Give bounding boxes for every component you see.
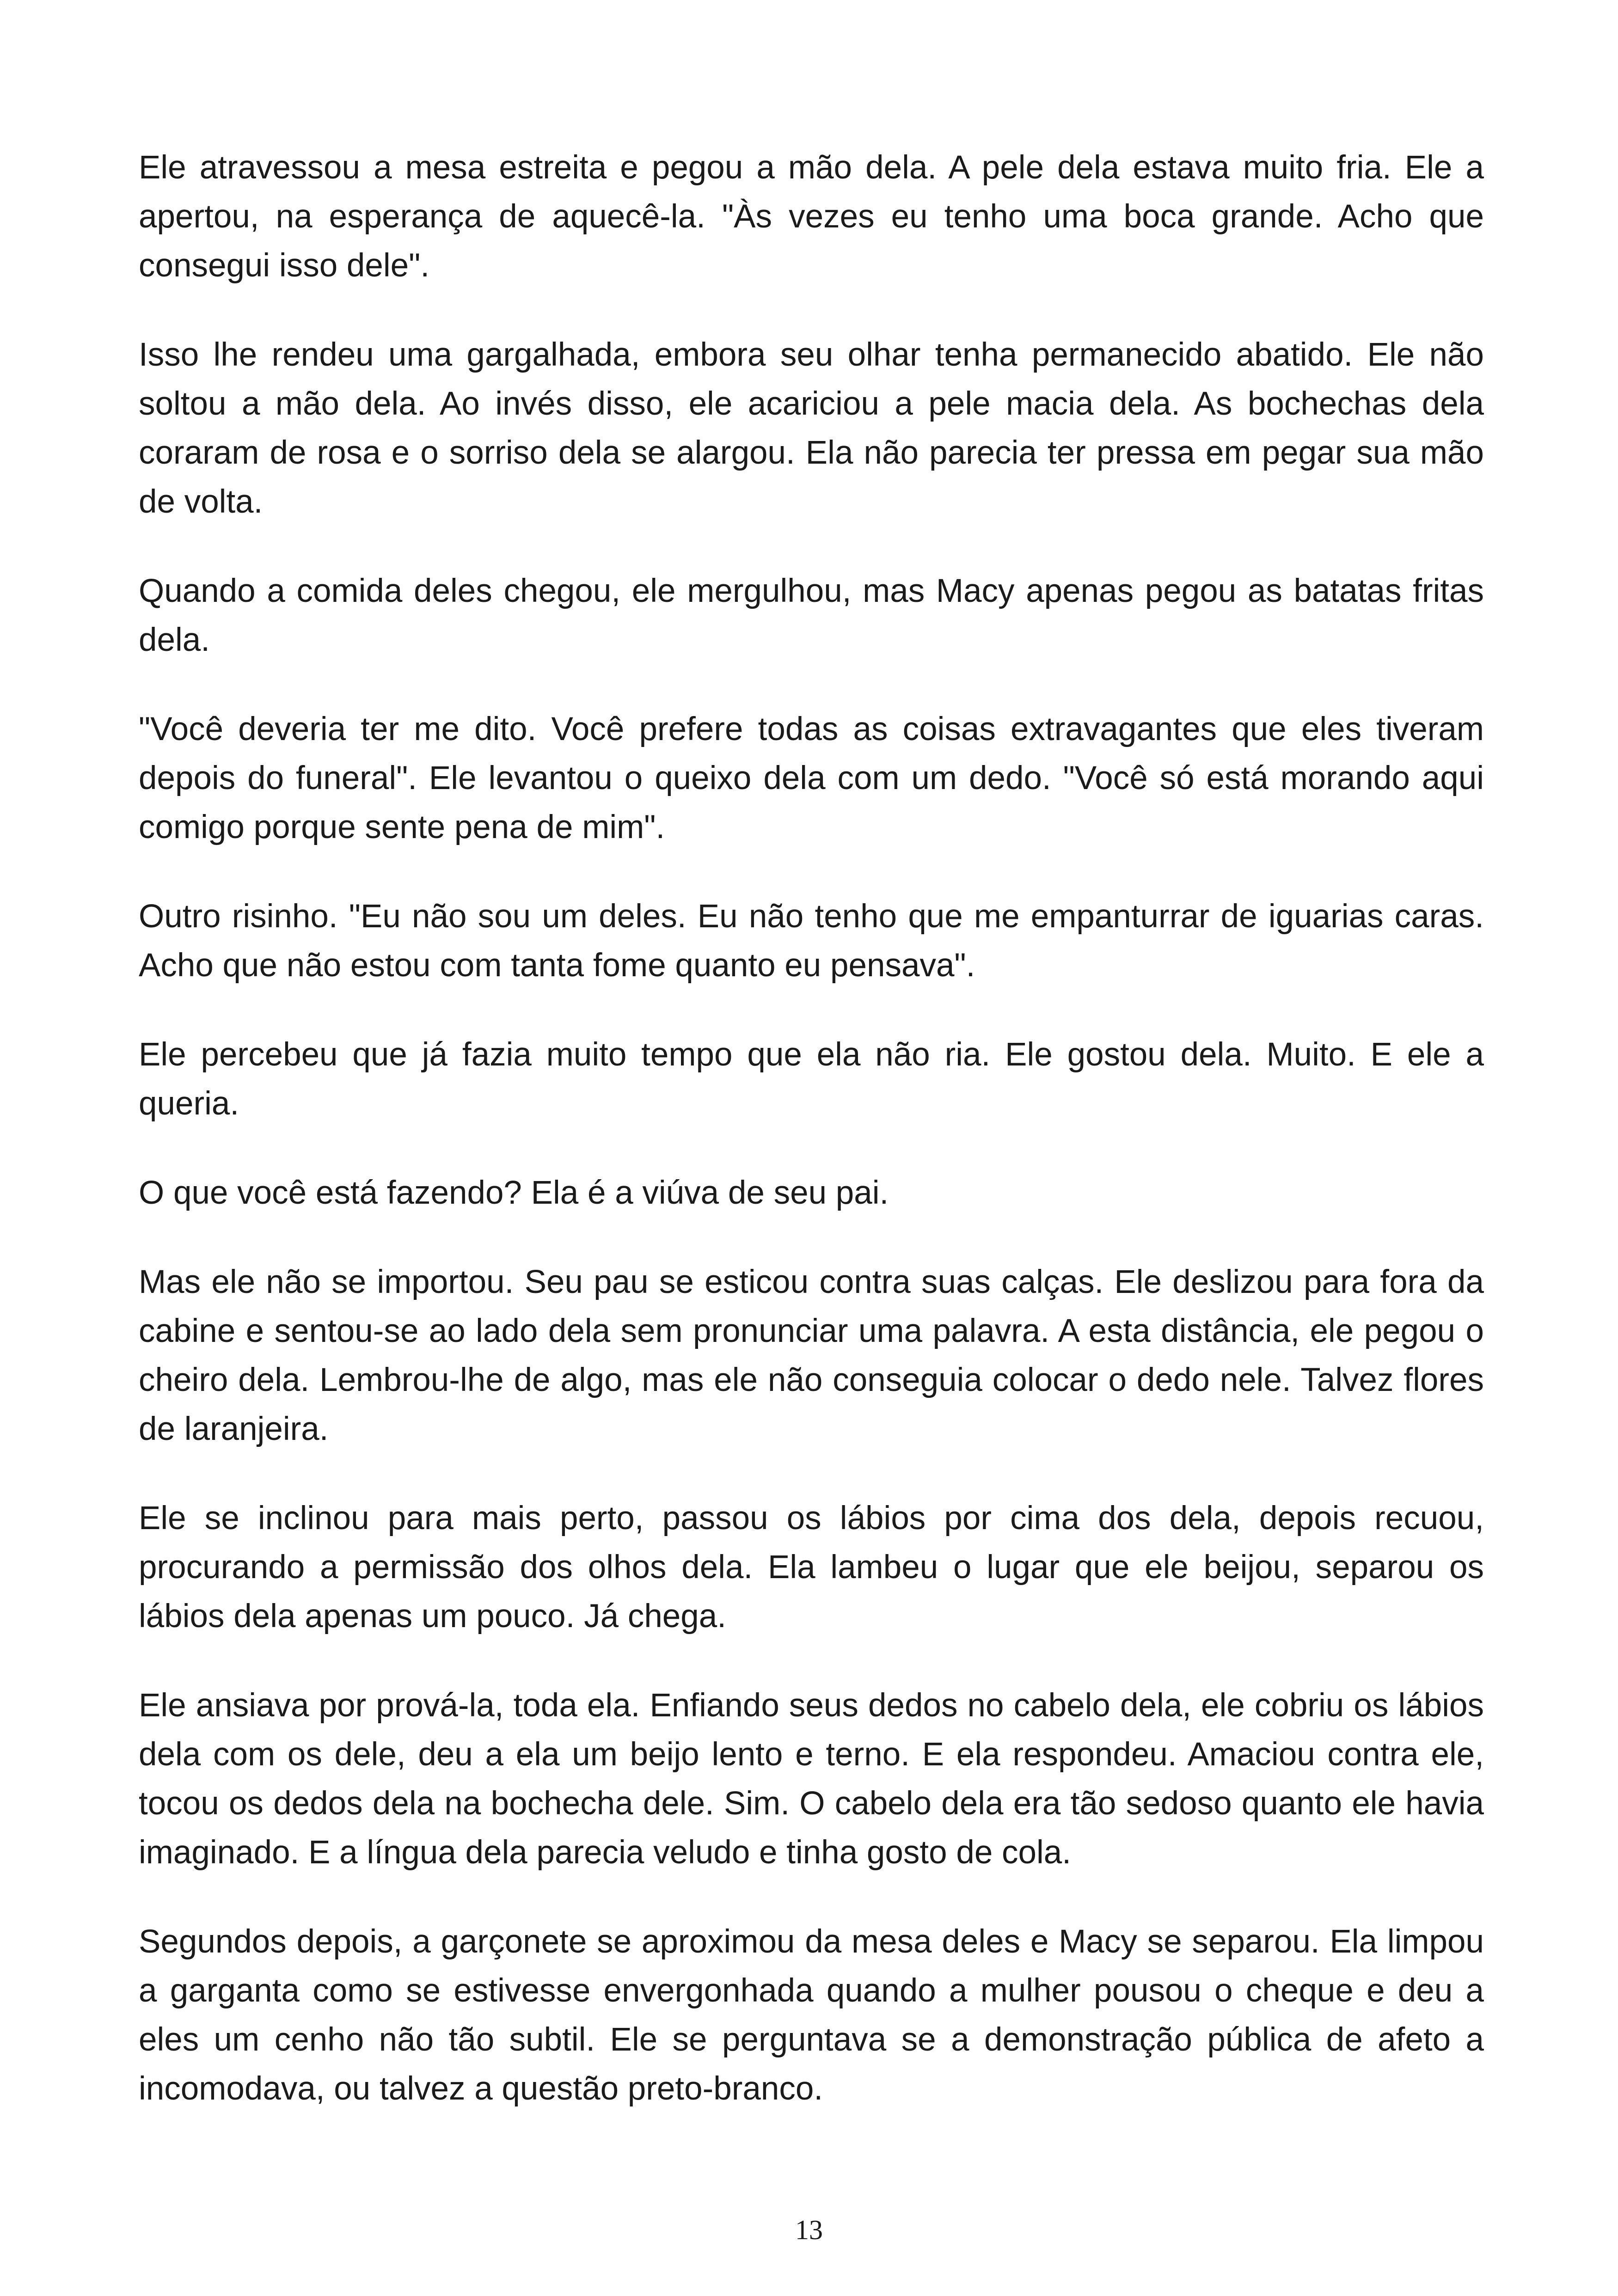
- paragraph: Ele atravessou a mesa estreita e pegou a mão dela. A pele dela estava muito fria. Ele a apertou, na esperança de aquecê-la. "Às vezes eu tenho uma boca grande. Acho que consegui isso dele".: [139, 149, 1484, 284]
- paragraph: Ele ansiava por prová-la, toda ela. Enfiando seus dedos no cabelo dela, ele cobriu os lábios dela com os dele, deu a ela um beijo lento e terno. E ela respondeu. Amaciou contra ele, tocou os dedos dela na bochecha dele. Sim. O cabelo dela era tão sedoso quanto ele havia imaginado. E a língua dela parecia veludo e tinha gosto de cola.: [139, 1687, 1484, 1871]
- paragraph: O que você está fazendo? Ela é a viúva de seu pai.: [139, 1175, 889, 1211]
- paragraph: Ele percebeu que já fazia muito tempo que ela não ria. Ele gostou dela. Muito. E ele a queria.: [139, 1036, 1484, 1122]
- paragraph: Ele se inclinou para mais perto, passou os lábios por cima dos dela, depois recuou, procurando a permissão dos olhos dela. Ela lambeu o lugar que ele beijou, separou os lábios dela apenas um pouco. Já chega.: [139, 1500, 1484, 1635]
- paragraph: Isso lhe rendeu uma gargalhada, embora seu olhar tenha permanecido abatido. Ele não soltou a mão dela. Ao invés disso, ele acariciou a pele macia dela. As bochechas dela coraram de rosa e o sorriso dela se alargou. Ela não parecia ter pressa em pegar sua mão de volta.: [139, 337, 1484, 520]
- paragraph: Mas ele não se importou. Seu pau se esticou contra suas calças. Ele deslizou para fora da cabine e sentou-se ao lado dela sem pronunciar uma palavra. A esta distância, ele pegou o cheiro dela. Lembrou-lhe de algo, mas ele não conseguia colocar o dedo nele. Talvez flores de laranjeira.: [139, 1264, 1484, 1447]
- paragraph: "Você deveria ter me dito. Você prefere todas as coisas extravagantes que eles tiveram depois do funeral". Ele levantou o queixo dela com um dedo. "Você só está morando aqui comigo porque sente pena de mim".: [139, 711, 1484, 845]
- paragraph: Segundos depois, a garçonete se aproximou da mesa deles e Macy se separou. Ela limpou a garganta como se estivesse envergonhada quando a mulher pousou o cheque e deu a eles um cenho não tão subtil. Ele se perguntava se a demonstração pública de afeto a incomodava, ou talvez a questão preto-branco.: [139, 1923, 1484, 2107]
- paragraph: Outro risinho. "Eu não sou um deles. Eu não tenho que me empanturrar de iguarias caras. Acho que não estou com tanta fome quanto eu pensava".: [139, 898, 1484, 984]
- paragraph: Quando a comida deles chegou, ele mergulhou, mas Macy apenas pegou as batatas fritas dela.: [139, 573, 1484, 658]
- page-number: 13: [795, 2215, 823, 2245]
- body-text: [139, 143, 1484, 2154]
